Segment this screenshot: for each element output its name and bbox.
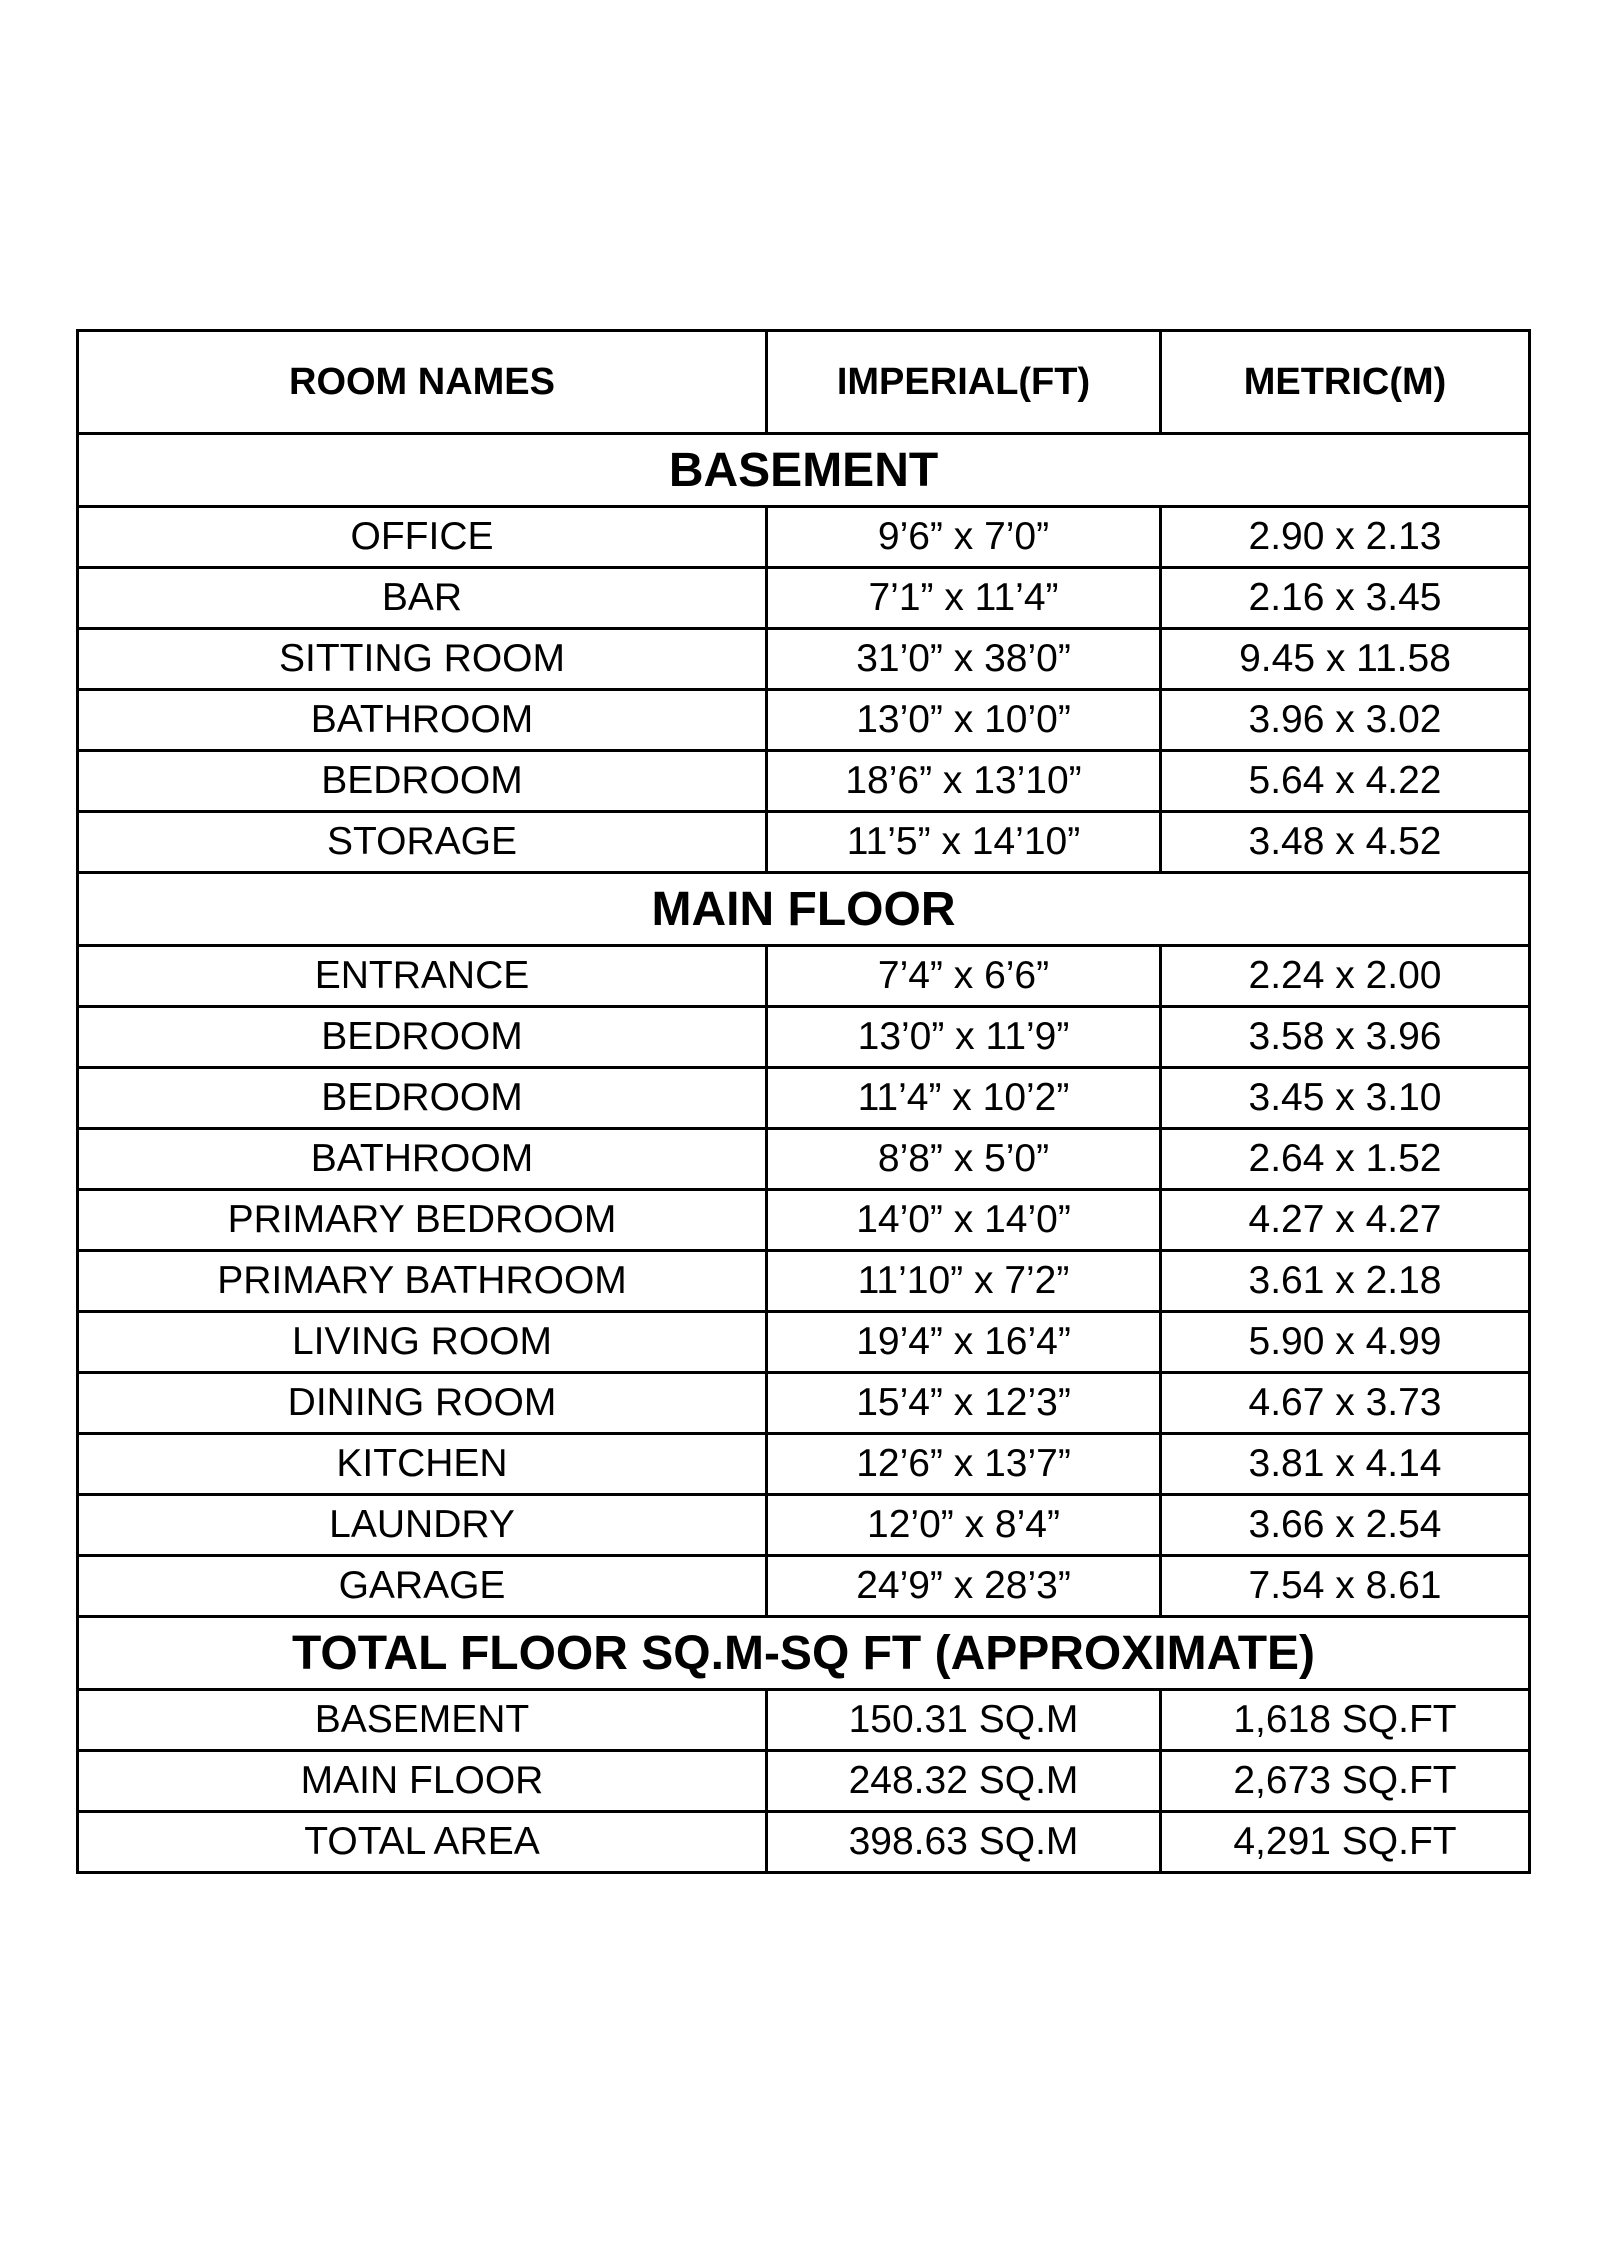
metric-cell: 2.16 x 3.45 [1161,568,1530,629]
imperial-cell: 18’6” x 13’10” [767,751,1161,812]
table-row [78,1690,1530,1751]
room-name-cell: GARAGE [78,1556,767,1617]
metric-cell: 4.27 x 4.27 [1161,1190,1530,1251]
table-row [78,1190,1530,1251]
metric-cell: 5.64 x 4.22 [1161,751,1530,812]
imperial-cell: 13’0” x 10’0” [767,690,1161,751]
imperial-cell: 19’4” x 16’4” [767,1312,1161,1373]
section-row [78,434,1530,507]
table-row [78,1434,1530,1495]
section-title: BASEMENT [78,434,1530,507]
room-name-cell: ENTRANCE [78,946,767,1007]
metric-cell: 5.90 x 4.99 [1161,1312,1530,1373]
metric-cell: 2.24 x 2.00 [1161,946,1530,1007]
imperial-cell: 11’4” x 10’2” [767,1068,1161,1129]
room-name-cell: DINING ROOM [78,1373,767,1434]
header-imperial: IMPERIAL(FT) [767,331,1161,434]
room-name-cell: TOTAL AREA [78,1812,767,1873]
imperial-cell: 150.31 SQ.M [767,1690,1161,1751]
room-name-cell: LAUNDRY [78,1495,767,1556]
metric-cell: 3.81 x 4.14 [1161,1434,1530,1495]
section-title: MAIN FLOOR [78,873,1530,946]
imperial-cell: 11’10” x 7’2” [767,1251,1161,1312]
table-row [78,1495,1530,1556]
metric-cell: 3.58 x 3.96 [1161,1007,1530,1068]
table-row [78,946,1530,1007]
table-row [78,1751,1530,1812]
room-name-cell: BASEMENT [78,1690,767,1751]
metric-cell: 2.64 x 1.52 [1161,1129,1530,1190]
header-metric: METRIC(M) [1161,331,1530,434]
metric-cell: 3.45 x 3.10 [1161,1068,1530,1129]
imperial-cell: 15’4” x 12’3” [767,1373,1161,1434]
table-row [78,1312,1530,1373]
room-name-cell: BATHROOM [78,690,767,751]
imperial-cell: 7’4” x 6’6” [767,946,1161,1007]
room-dimensions-table [76,329,1531,1874]
metric-cell: 3.61 x 2.18 [1161,1251,1530,1312]
section-title: TOTAL FLOOR SQ.M-SQ FT (APPROXIMATE) [78,1617,1530,1690]
room-name-cell: BEDROOM [78,1007,767,1068]
metric-cell: 4,291 SQ.FT [1161,1812,1530,1873]
table-row [78,1812,1530,1873]
room-name-cell: STORAGE [78,812,767,873]
table-row [78,1068,1530,1129]
imperial-cell: 7’1” x 11’4” [767,568,1161,629]
room-name-cell: MAIN FLOOR [78,1751,767,1812]
table-row [78,1373,1530,1434]
metric-cell: 3.96 x 3.02 [1161,690,1530,751]
table-row [78,690,1530,751]
metric-cell: 3.66 x 2.54 [1161,1495,1530,1556]
imperial-cell: 31’0” x 38’0” [767,629,1161,690]
table-row [78,1556,1530,1617]
imperial-cell: 9’6” x 7’0” [767,507,1161,568]
section-row [78,873,1530,946]
room-name-cell: OFFICE [78,507,767,568]
table-row [78,1007,1530,1068]
metric-cell: 2,673 SQ.FT [1161,1751,1530,1812]
metric-cell: 7.54 x 8.61 [1161,1556,1530,1617]
imperial-cell: 24’9” x 28’3” [767,1556,1161,1617]
room-name-cell: LIVING ROOM [78,1312,767,1373]
imperial-cell: 12’6” x 13’7” [767,1434,1161,1495]
section-row [78,1617,1530,1690]
room-name-cell: SITTING ROOM [78,629,767,690]
room-name-cell: BEDROOM [78,1068,767,1129]
metric-cell: 2.90 x 2.13 [1161,507,1530,568]
room-name-cell: PRIMARY BATHROOM [78,1251,767,1312]
table-header-row [78,331,1530,434]
imperial-cell: 13’0” x 11’9” [767,1007,1161,1068]
room-name-cell: KITCHEN [78,1434,767,1495]
table-row [78,1129,1530,1190]
table-row [78,507,1530,568]
table-row [78,751,1530,812]
room-name-cell: BEDROOM [78,751,767,812]
metric-cell: 4.67 x 3.73 [1161,1373,1530,1434]
metric-cell: 9.45 x 11.58 [1161,629,1530,690]
imperial-cell: 248.32 SQ.M [767,1751,1161,1812]
table-row [78,1251,1530,1312]
table-row [78,568,1530,629]
imperial-cell: 8’8” x 5’0” [767,1129,1161,1190]
imperial-cell: 14’0” x 14’0” [767,1190,1161,1251]
table-row [78,812,1530,873]
imperial-cell: 398.63 SQ.M [767,1812,1161,1873]
room-name-cell: PRIMARY BEDROOM [78,1190,767,1251]
table-row [78,629,1530,690]
header-room-names: ROOM NAMES [78,331,767,434]
room-name-cell: BATHROOM [78,1129,767,1190]
imperial-cell: 12’0” x 8’4” [767,1495,1161,1556]
room-name-cell: BAR [78,568,767,629]
metric-cell: 3.48 x 4.52 [1161,812,1530,873]
table-body [78,434,1530,1873]
metric-cell: 1,618 SQ.FT [1161,1690,1530,1751]
imperial-cell: 11’5” x 14’10” [767,812,1161,873]
